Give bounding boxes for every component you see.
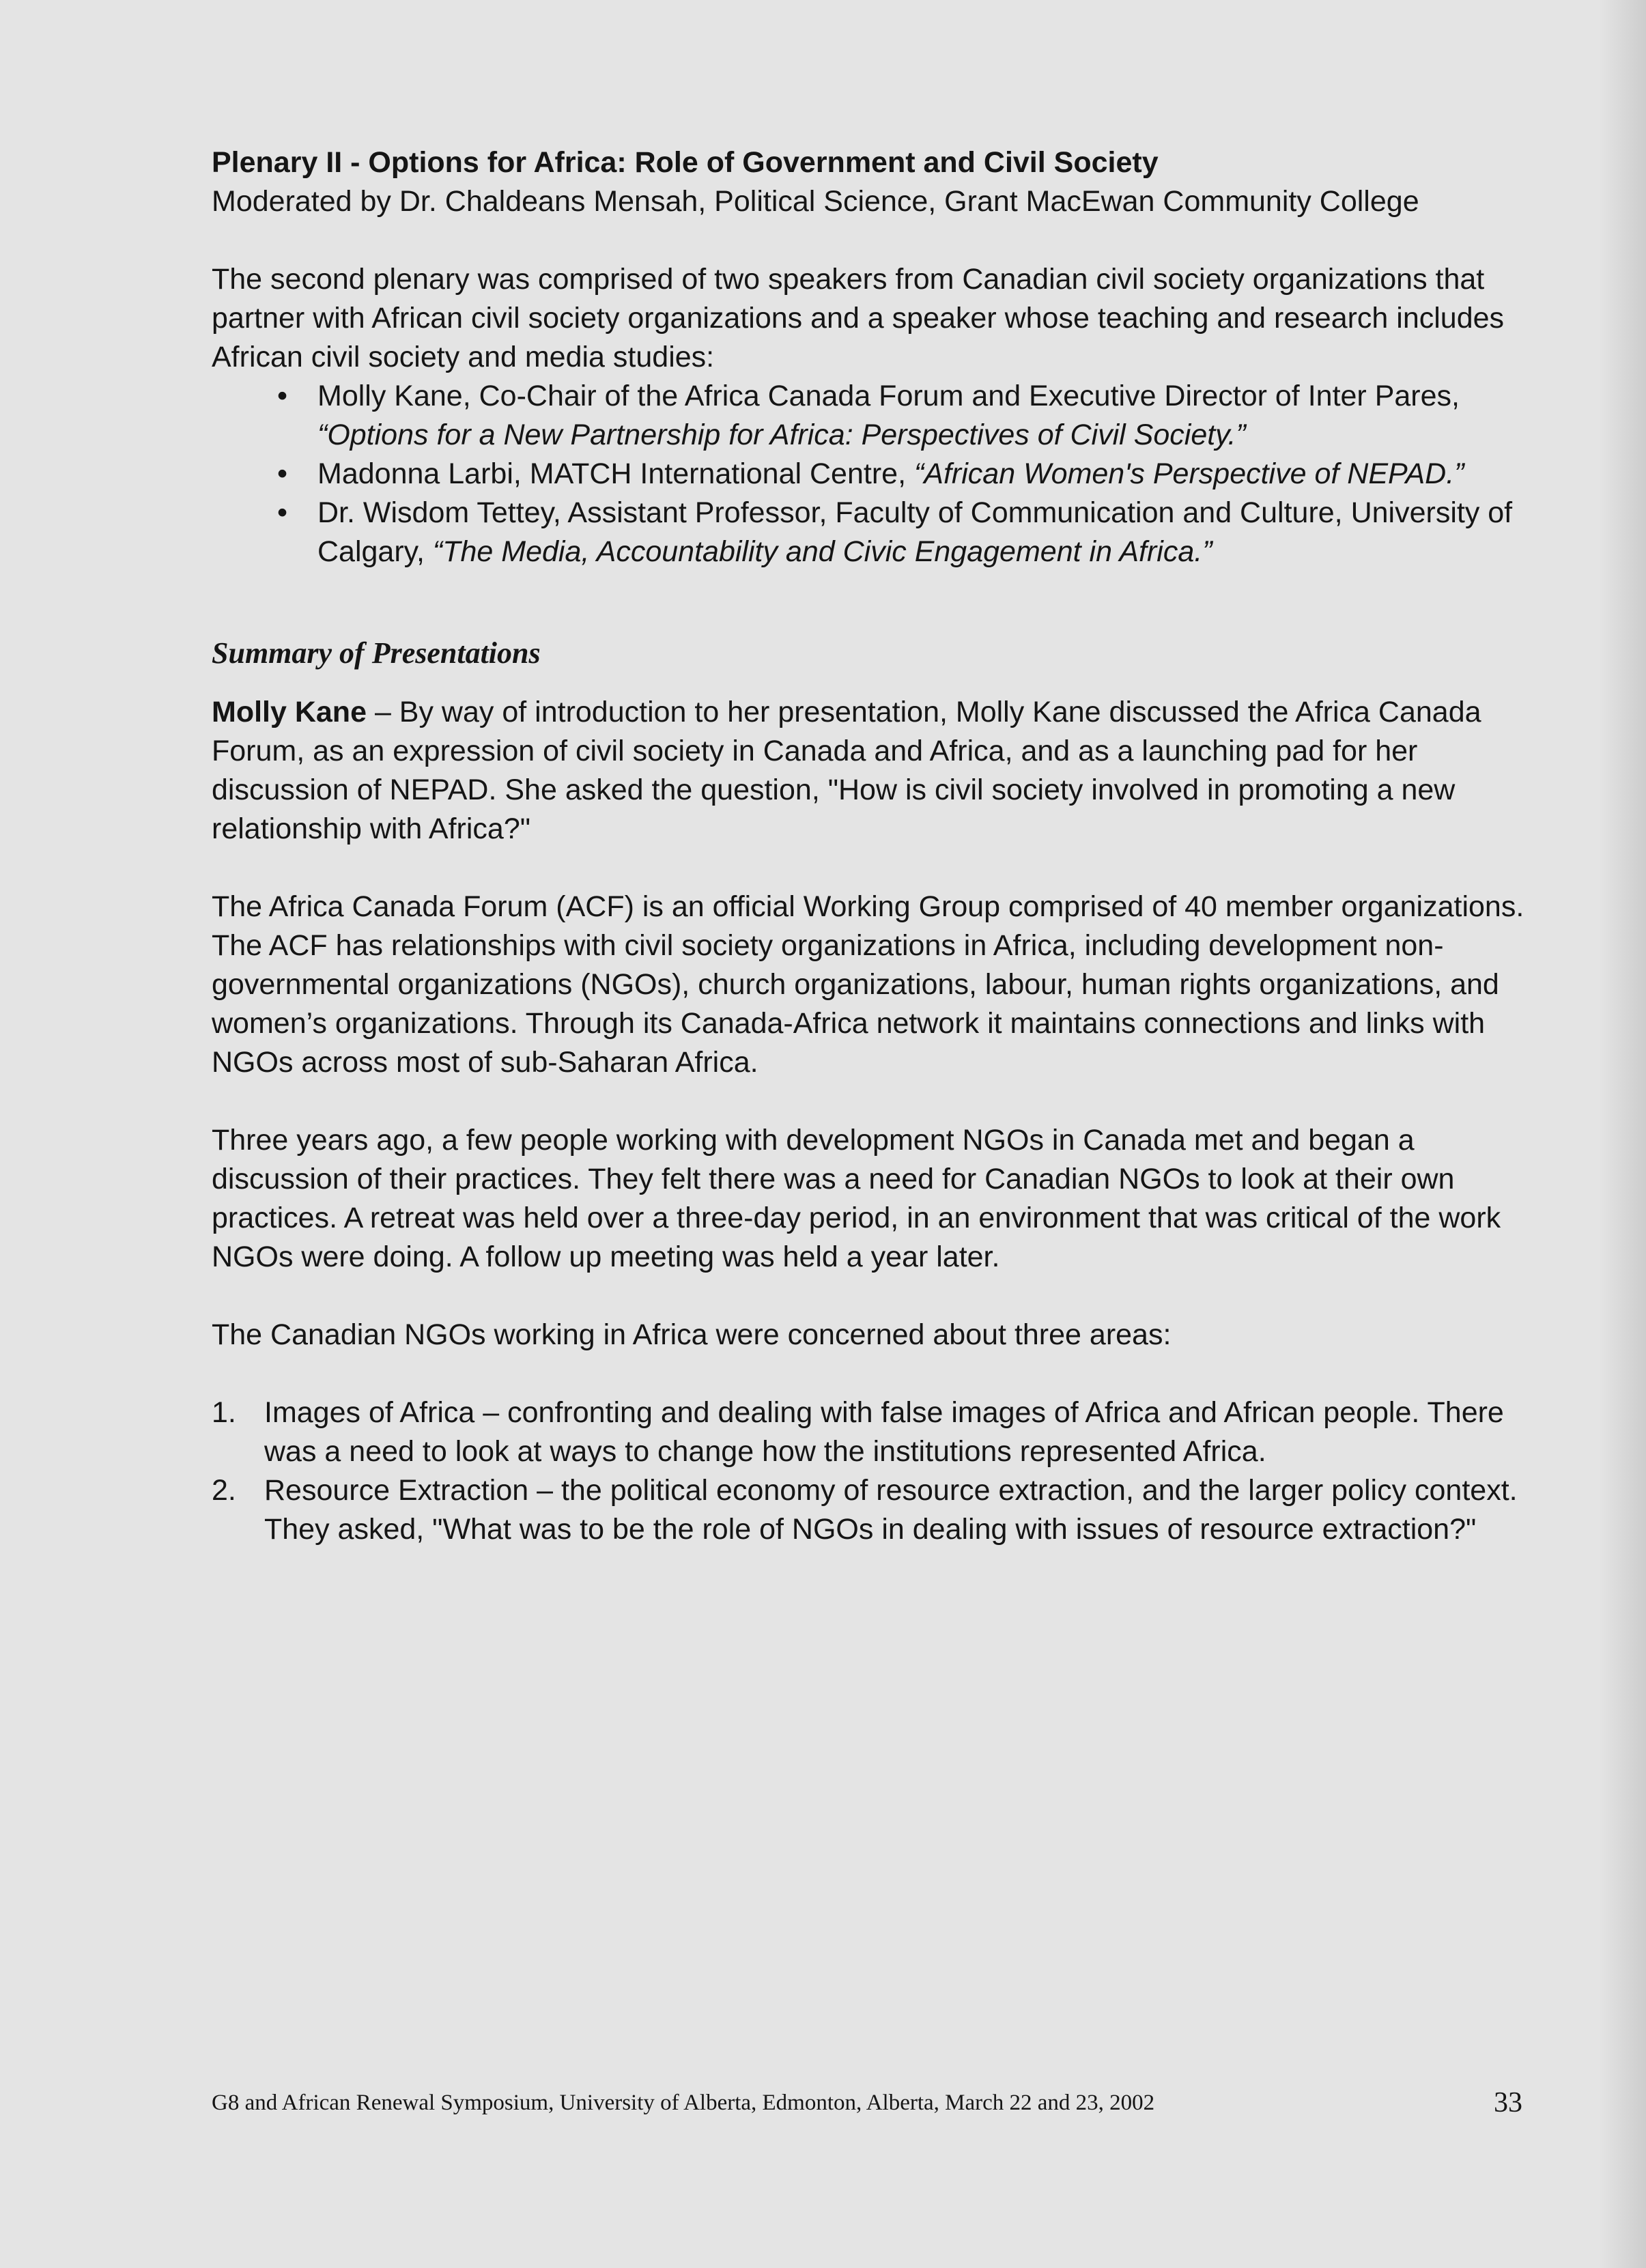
plenary-title: Plenary II - Options for Africa: Role of Government and Civil Society [212, 146, 1159, 179]
spacer [212, 1277, 1529, 1316]
speaker-item [212, 494, 1529, 571]
spacer [212, 674, 1529, 693]
spacer [212, 1355, 1529, 1393]
bullet-icon: • [277, 496, 288, 529]
kane-paragraph [212, 693, 1529, 849]
speaker-name: Dr. Wisdom Tettey, Assistant Professor, Faculty of Communication and Culture, University of Calgary, [317, 496, 1513, 568]
spacer [212, 571, 1529, 633]
footer-text: G8 and African Renewal Symposium, University of Alberta, Edmonton, Alberta, March 22 and 23, 2002 [212, 2090, 1155, 2115]
page-edge-shadow [1598, 0, 1646, 2268]
area-number: 1. [212, 1396, 236, 1429]
spacer [212, 1082, 1529, 1121]
speaker-list [212, 377, 1529, 571]
spacer [212, 849, 1529, 888]
kane-text: – By way of introduction to her presentation, Molly Kane discussed the Africa Canada Forum, as an expression of civil society in Canada and Africa, and as a launching pad for her discussion of NEPAD. She asked the question, "How is civil society involved in promoting a new relationship with Africa?" [212, 696, 1481, 845]
speaker-item [212, 455, 1529, 494]
bullet-icon: • [277, 380, 288, 412]
intro-paragraph: The second plenary was comprised of two speakers from Canadian civil society organizations that partner with African civil society organizations and a speaker whose teaching and research includes African civil society and media studies: [212, 263, 1505, 373]
acf-paragraph: The Africa Canada Forum (ACF) is an official Working Group comprised of 40 member organizations. The ACF has relationships with civil society organizations in Africa, including development non-governmental organizations (NGOs), church organizations, labour, human rights organizations, and women’s organizations. Through its Canada-Africa network it maintains connections and links with NGOs across most of sub-Saharan Africa. [212, 890, 1524, 1079]
bullet-icon: • [277, 457, 288, 490]
speaker-name: Molly Kane, Co-Chair of the Africa Canada Forum and Executive Director of Inter Pares, [317, 380, 1460, 412]
three-years-paragraph: Three years ago, a few people working with development NGOs in Canada met and began a discussion of their practices. They felt there was a need for Canadian NGOs to look at their own practices. A retreat was held over a three-day period, in an environment that was critical of the work NGOs were doing. A follow up meeting was held a year later. [212, 1124, 1501, 1273]
summary-heading: Summary of Presentations [212, 636, 541, 670]
area-item [212, 1471, 1529, 1549]
speaker-name-bold: Molly Kane [212, 696, 367, 728]
page-footer [212, 2087, 1522, 2118]
area-text: Resource Extraction – the political economy of resource extraction, and the larger policy context. They asked, "What was to be the role of NGOs in dealing with issues of resource extraction?" [264, 1474, 1518, 1546]
speaker-item [212, 377, 1529, 455]
speaker-name: Madonna Larbi, MATCH International Centre, [317, 457, 907, 490]
area-text: Images of Africa – confronting and dealing with false images of Africa and African people. There was a need to look at ways to change how the institutions represented Africa. [264, 1396, 1504, 1468]
document-body [212, 143, 1529, 1549]
spacer [212, 221, 1529, 260]
moderator-line: Moderated by Dr. Chaldeans Mensah, Political Science, Grant MacEwan Community College [212, 185, 1419, 218]
speaker-talk-title: “The Media, Accountability and Civic Engagement in Africa.” [432, 535, 1212, 568]
areas-list [212, 1393, 1529, 1549]
page-number: 33 [1494, 2087, 1522, 2118]
speaker-talk-title: “African Women's Perspective of NEPAD.” [913, 457, 1464, 490]
speaker-talk-title: “Options for a New Partnership for Africa: Perspectives of Civil Society.” [317, 419, 1246, 451]
area-item [212, 1393, 1529, 1471]
area-number: 2. [212, 1474, 236, 1507]
areas-intro-paragraph: The Canadian NGOs working in Africa were concerned about three areas: [212, 1318, 1172, 1351]
